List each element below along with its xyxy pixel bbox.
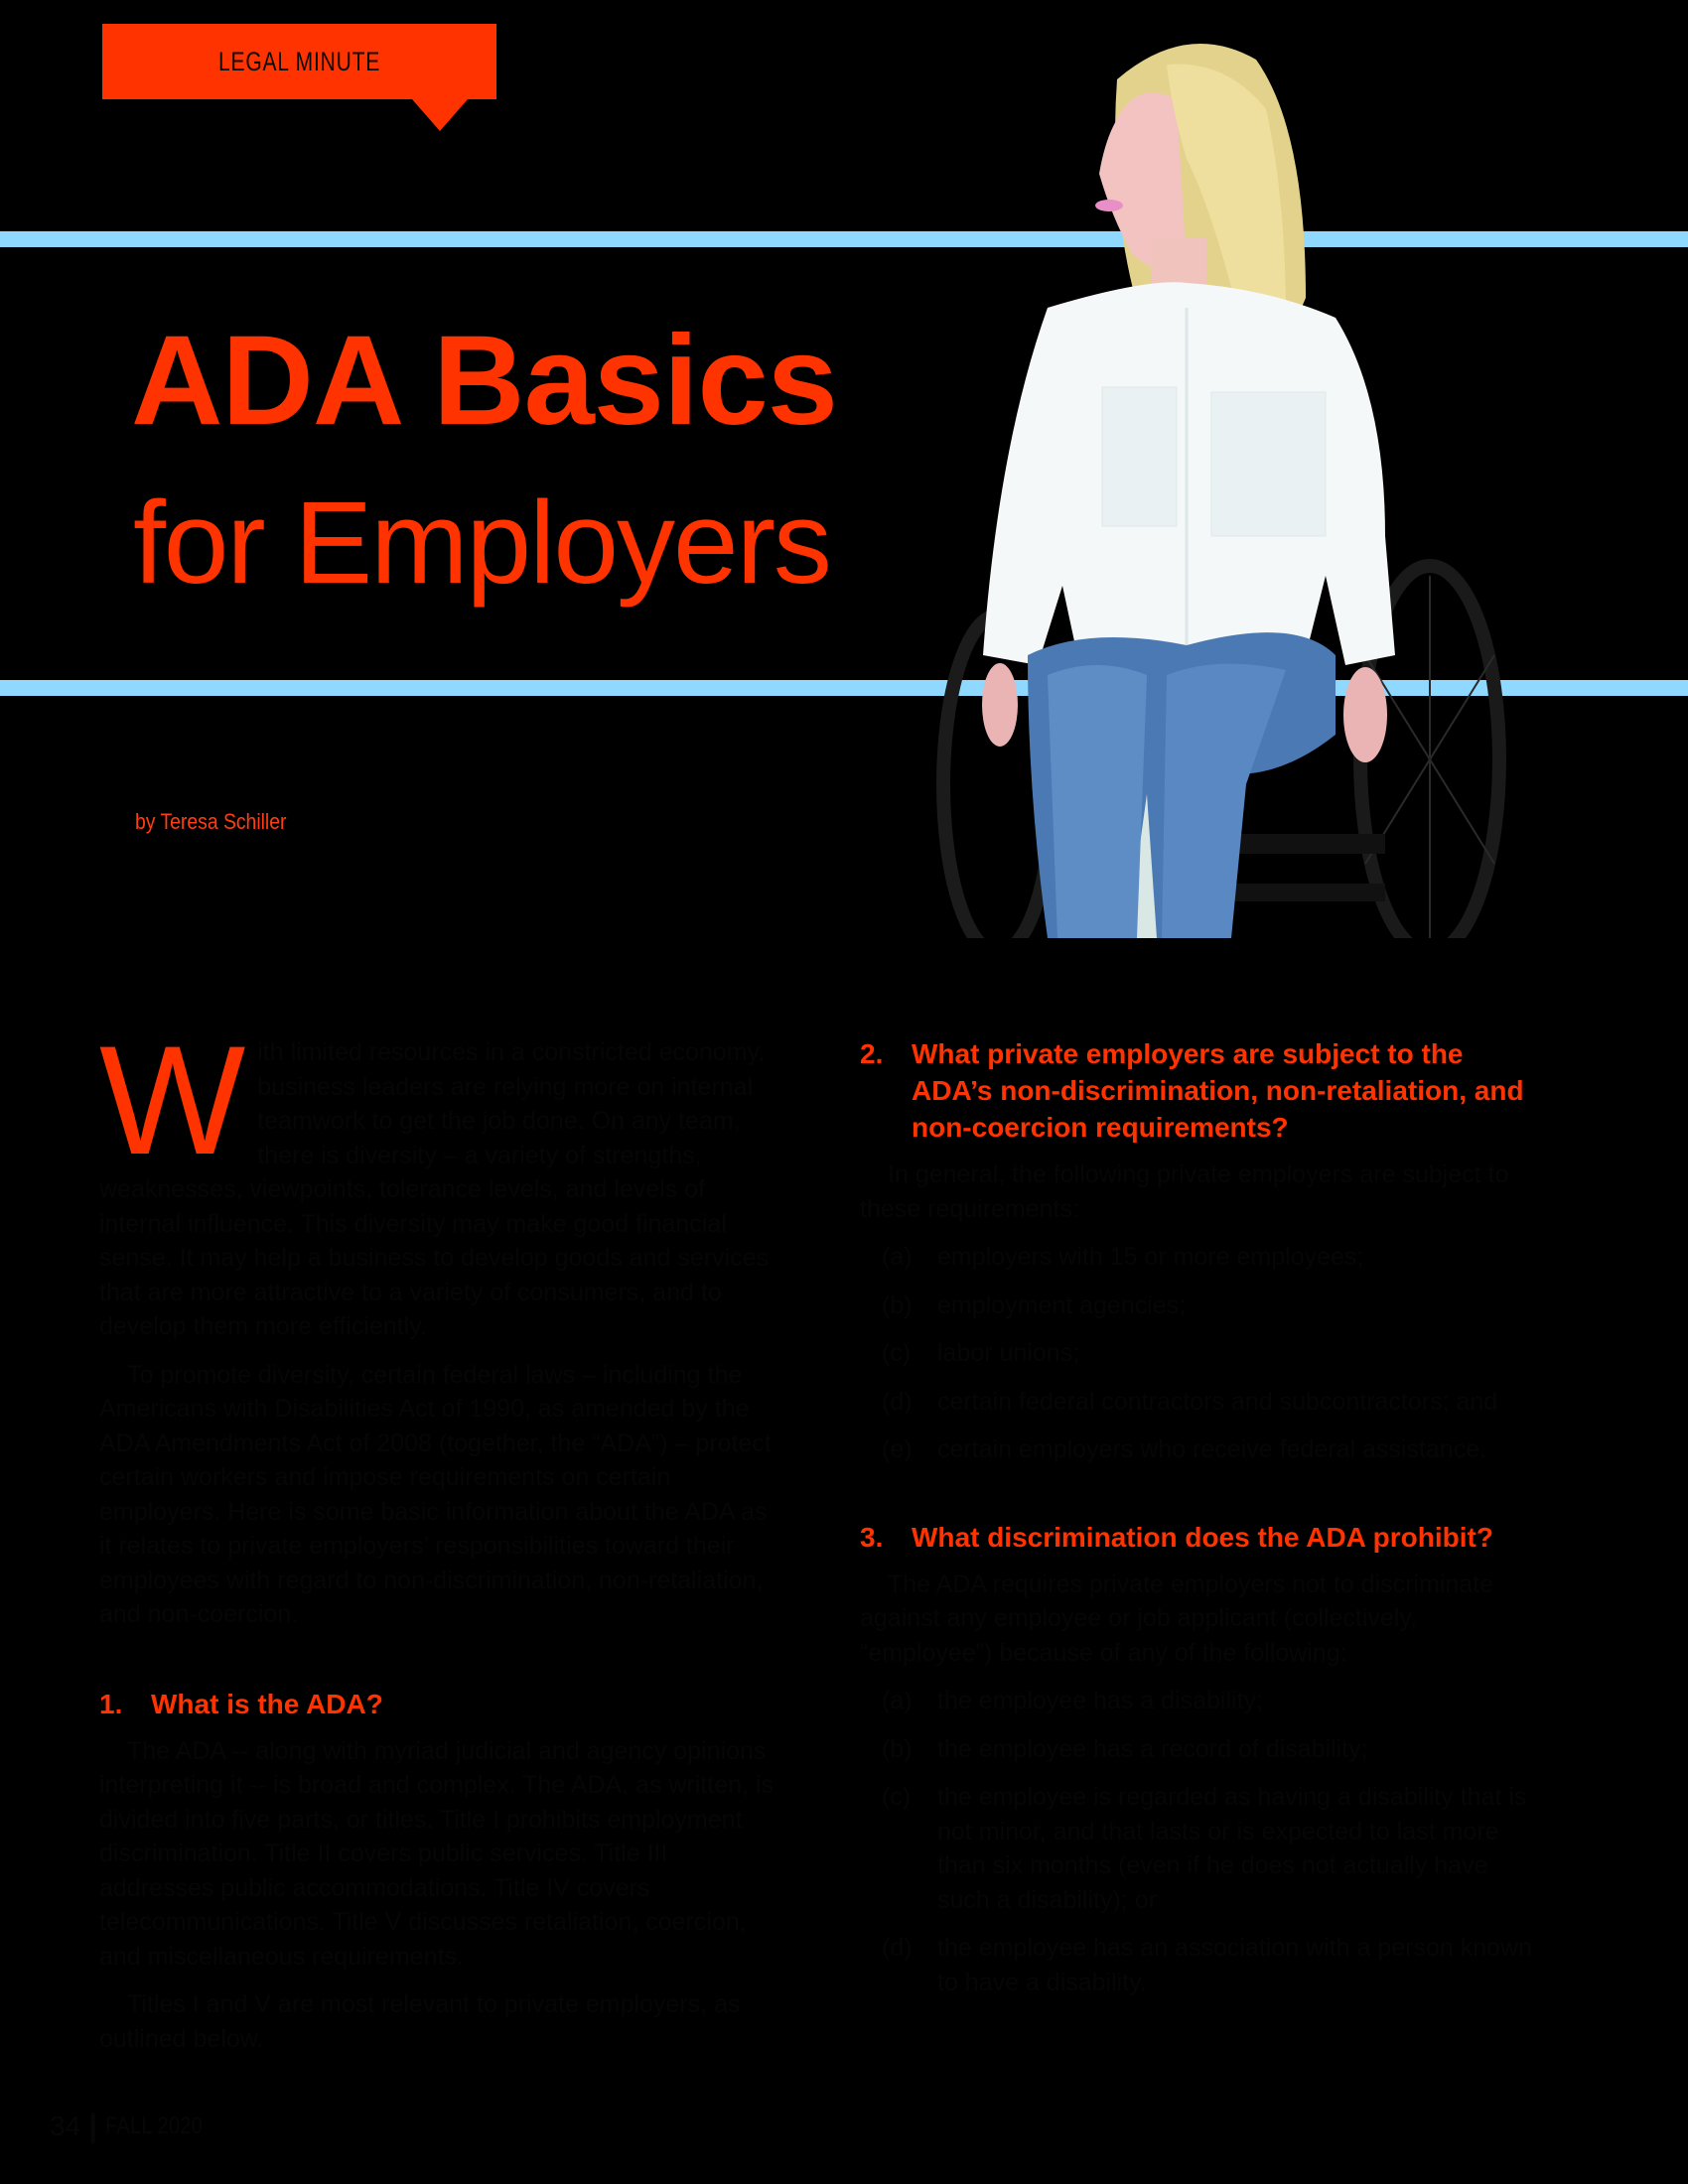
intro-paragraph-1-text: ith limited resources in a constricted economy, business leaders are relying more on internal teamwork to get the job done. On any team, there is diversity – a variety of strengths, weaknesses, viewpoints, tolerance levels, and levels of internal influence. This diversity may make good financial sense. It may help a business to develop goods and services that are more attractive to a variety of consumers, and to develop them more efficiently. <box>99 1038 770 1340</box>
list-marker: (e) <box>882 1435 913 1463</box>
list-item <box>860 1385 1545 1420</box>
left-column <box>99 1015 784 2070</box>
list-marker: (b) <box>882 1734 913 1763</box>
list-text: the employee is regarded as having a disability that is not minor, and that lasts or is expected to last more than six months (even if he does not actually have such a disability); or <box>937 1783 1527 1914</box>
section-3-list <box>860 1684 1545 1999</box>
section-2-list <box>860 1240 1545 1467</box>
list-item <box>860 1336 1545 1371</box>
section-tag-label: LEGAL MINUTE <box>217 46 381 76</box>
list-text: labor unions; <box>937 1339 1080 1367</box>
list-text: the employee has a disability; <box>937 1687 1263 1714</box>
list-item <box>860 1240 1545 1275</box>
section-tag <box>102 24 496 99</box>
hero-photo <box>889 20 1524 938</box>
section-1-paragraph-2: Titles I and V are most relevant to private employers, as outlined below. <box>99 1990 741 2053</box>
list-item <box>860 1289 1545 1323</box>
section-1-heading <box>99 1686 784 1722</box>
section-2-heading <box>860 1035 1545 1146</box>
drop-cap: W <box>99 1015 246 1187</box>
section-1-number: 1. <box>99 1688 123 1719</box>
section-1-paragraph-1: The ADA -- along with myriad judicial and agency opinions interpreting it -- is broad and complex. The ADA, as written, is divided into five parts, or titles. Title I prohibits employment discrimination. Title II covers public services. Title III addresses public accommodations. Title IV covers telecommunications. Title V discusses retaliation, coercion, and miscellaneous requirements. <box>99 1736 774 1971</box>
intro-paragraph-1 <box>99 1015 784 1344</box>
article-title: ADA Basics <box>131 310 837 452</box>
list-text: certain federal contractors and subcontractors; and <box>937 1387 1498 1416</box>
list-marker: (d) <box>882 1387 913 1416</box>
byline: by Teresa Schiller <box>135 809 287 834</box>
issue-label: FALL 2020 <box>105 2112 204 2139</box>
section-1-title: What is the ADA? <box>151 1688 383 1719</box>
section-2-title: What private employers are subject to the ADA’s non-discrimination, non-retaliation, and non-coercion requirements? <box>912 1038 1524 1143</box>
list-text: employment agencies; <box>937 1291 1187 1319</box>
section-3-heading <box>860 1519 1545 1556</box>
list-text: employers with 15 or more employees; <box>937 1243 1364 1271</box>
list-marker: (b) <box>882 1291 913 1319</box>
list-item <box>860 1931 1545 1999</box>
tag-pointer-icon <box>412 99 468 131</box>
list-marker: (d) <box>882 1934 913 1962</box>
list-marker: (a) <box>882 1687 913 1714</box>
article-subtitle: for Employers <box>133 478 830 609</box>
page-footer <box>50 2108 219 2144</box>
page-number: 34 <box>50 2110 81 2141</box>
intro-paragraph-2: To promote diversity, certain federal laws – including the Americans with Disabilities Act of 1990, as amended by the ADA Amendments Act of 2008 (together, the “ADA”) – protect certain workers and impose requirements on certain employers. Here is some basic information about the ADA as it relates to private employers’ responsibilities toward their employees with regard to non-discrimination, non-retaliation, and non-coercion. <box>99 1360 772 1628</box>
section-3-intro: The ADA requires private employers not to discriminate against any employee or job applicant (collectively, “employee”) because of any of the following: <box>860 1570 1493 1667</box>
section-3-title: What discrimination does the ADA prohibit? <box>912 1521 1493 1553</box>
list-marker: (c) <box>882 1783 912 1811</box>
list-item <box>860 1433 1545 1467</box>
woman-in-wheelchair-image <box>889 20 1524 938</box>
list-item <box>860 1780 1545 1917</box>
list-text: the employee has an association with a person known to have a disability. <box>937 1934 1532 1996</box>
list-item <box>860 1732 1545 1767</box>
footer-separator: | <box>88 2108 98 2143</box>
list-text: the employee has a record of disability; <box>937 1734 1368 1763</box>
section-2-number: 2. <box>860 1038 884 1069</box>
list-marker: (a) <box>882 1243 913 1271</box>
list-marker: (c) <box>882 1339 912 1367</box>
right-column <box>860 1035 1545 2013</box>
section-3-number: 3. <box>860 1521 884 1553</box>
section-2-intro: In general, the following private employers are subject to these requirements: <box>860 1160 1509 1223</box>
list-item <box>860 1684 1545 1718</box>
list-text: certain employers who receive federal assistance. <box>937 1435 1487 1463</box>
